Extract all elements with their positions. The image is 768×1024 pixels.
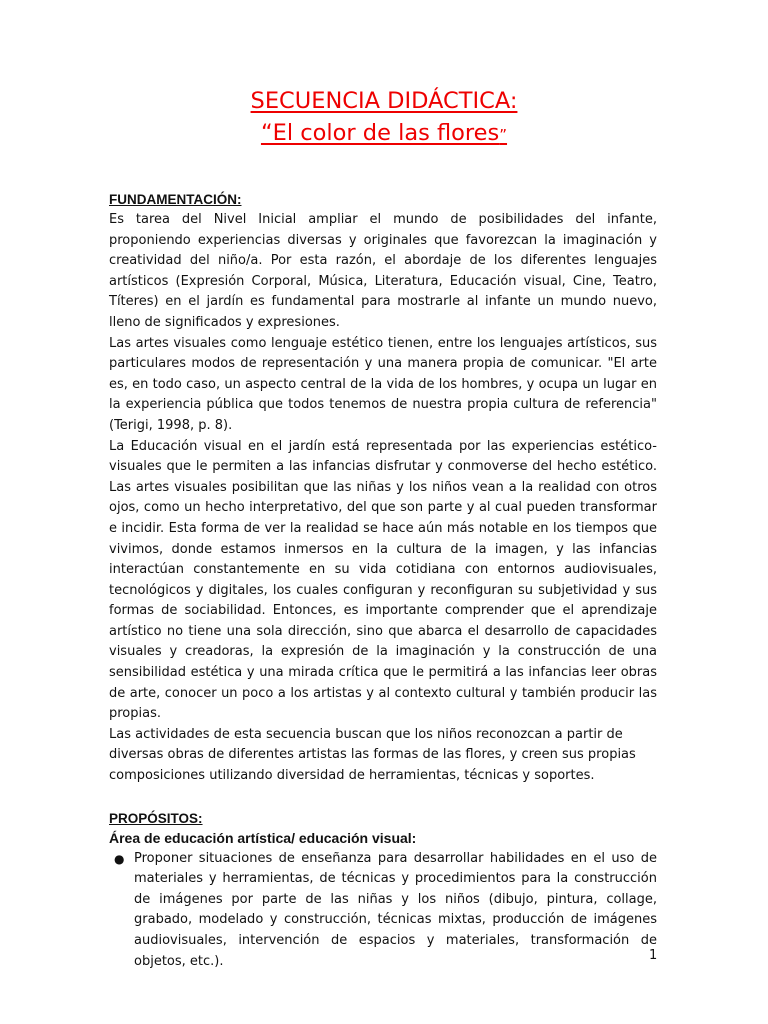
title-block <box>0 86 768 150</box>
document-body <box>109 189 657 972</box>
document-subtitle <box>261 118 507 150</box>
paragraph: Las actividades de esta secuencia buscan que los niños reconozcan a partir de diversas obras de diferentes artistas las formas de las flores, y creen sus propias composiciones utilizando diversidad de herramientas, técnicas y soportes. <box>109 726 636 784</box>
subheading-area-educacion-artistica: Área de educación artística/ educación visual: <box>109 829 417 846</box>
paragraph: Las artes visuales como lenguaje estético tienen, entre los lenguajes artísticos, sus particulares modos de representación y una manera propia de comunicar. "El arte es, en todo caso, un aspecto central de la vida de los hombres, y ocupa un lugar en la experiencia pública que todos tenemos de nuestra propia cultura de referencia" (Terigi, 1998, p. 8). <box>109 335 657 433</box>
page-number: 1 <box>649 948 658 963</box>
paragraph: Es tarea del Nivel Inicial ampliar el mundo de posibilidades del infante, proponiendo experiencias diversas y originales que favorezcan la imaginación y creatividad del niño/a. Por esta razón, el abordaje de los diferentes lenguajes artísticos (Expresión Corporal, Música, Literatura, Educación visual, Cine, Teatro, Títeres) en el jardín es fundamental para mostrarle al infante un mundo nuevo, lleno de significados y expresiones. <box>109 212 657 330</box>
heading-propositos: PROPÓSITOS: <box>109 810 203 826</box>
subtitle-text: “El color de las flores <box>260 120 500 146</box>
spacer <box>109 787 657 808</box>
propositos-list <box>109 849 657 973</box>
paragraph: La Educación visual en el jardín está representada por las experiencias estético-visuales que le permiten a las infancias disfrutar y conmoverse del hecho estético. Las artes visuales posibilitan que las niñas y los niños vean a la realidad con otros ojos, como un hecho interpretativo, del que son parte y al cual pueden transformar e incidir. Esta forma de ver la realidad se hace aún más notable en los tiempos que vivimos, donde estamos inmersos en la cultura de la imagen, y las infancias interactúan constantemente en su vida cotidiana con entornos audiovisuales, tecnológicos y digitales, los cuales configuran y reconfiguran su subjetividad y sus formas de sociabilidad. Entonces, es importante comprender que el aprendizaje artístico no tiene una sola dirección, sino que abarca el desarrollo de capacidades visuales y creadoras, la expresión de la imaginación y la construcción de una sensibilidad estética y una mirada crítica que le permitirá a las infancias leer obras de arte, conocer un poco a los artistas y al contexto cultural y también producir las propias. <box>109 438 657 722</box>
list-item <box>109 849 657 973</box>
document-title: SECUENCIA DIDÁCTICA: <box>250 88 518 114</box>
bullet-icon: ● <box>114 851 125 866</box>
heading-fundamentacion: FUNDAMENTACIÓN: <box>109 192 242 207</box>
list-item-text: Proponer situaciones de enseñanza para desarrollar habilidades en el uso de materiales y herramientas, de técnicas y procedimientos para la construcción de imágenes por parte de las niñas y los niños (dibujo, pintura, collage, grabado, modelado y construcción, técnicas mixtas, producción de imágenes audiovisuales, intervención de espacios y materiales, transformación de objetos, etc.). <box>134 850 657 969</box>
subtitle-closing-quote: ” <box>499 126 508 144</box>
